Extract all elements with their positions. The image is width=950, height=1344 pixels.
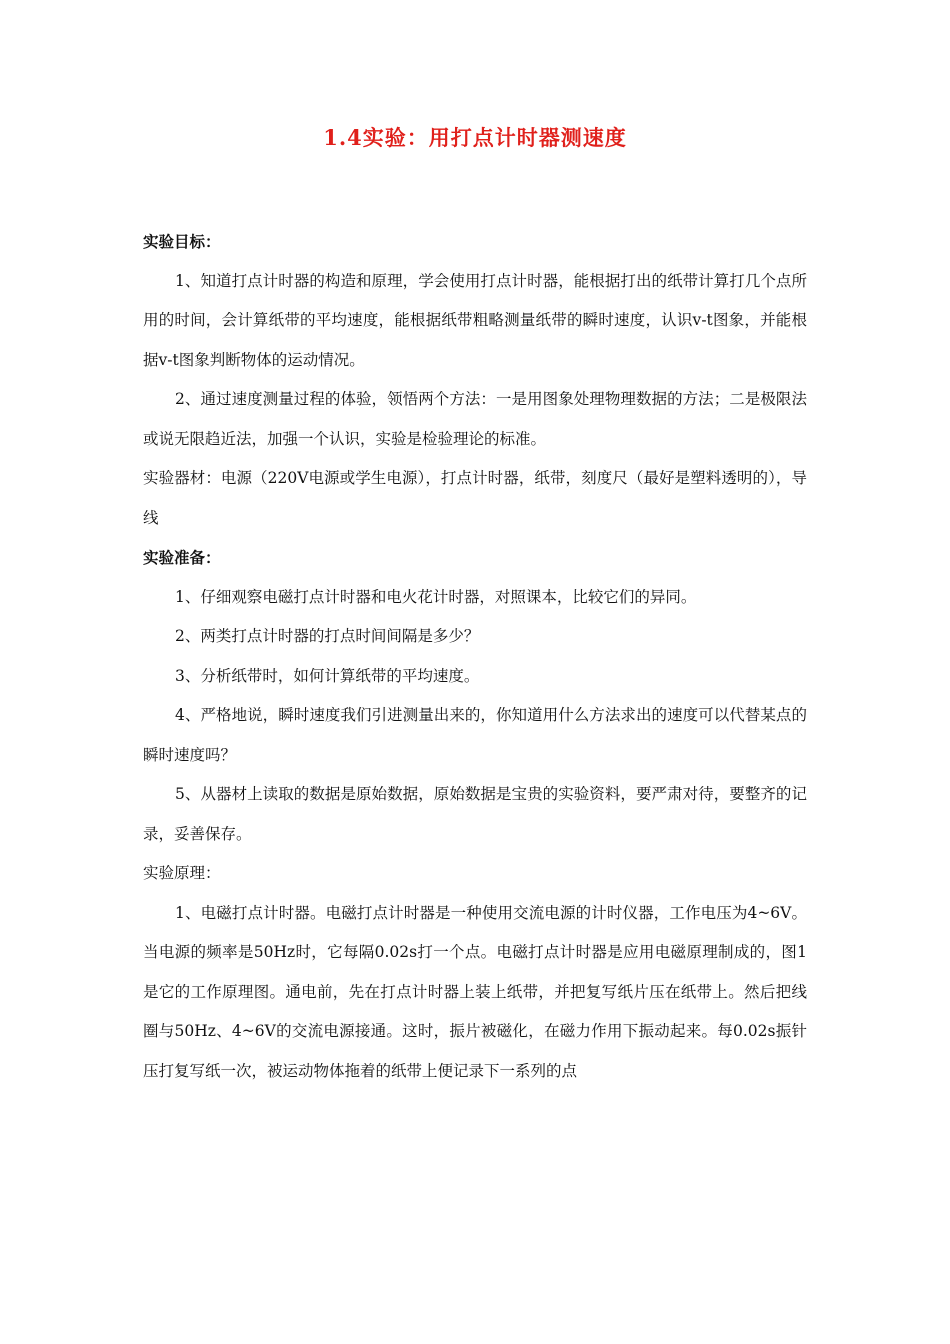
document-body	[143, 222, 807, 1091]
principle-paragraph-1: 1、电磁打点计时器。电磁打点计时器是一种使用交流电源的计时仪器，工作电压为4~6V。当电源的频率是50Hz时，它每隔0.02s打一个点。电磁打点计时器是应用电磁原理制成的，图1是它的工作原理图。通电前，先在打点计时器上装上纸带，并把复写纸片压在纸带上。然后把线圈与50Hz、4~6V的交流电源接通。这时，振片被磁化，在磁力作用下振动起来。每0.02s振针压打复写纸一次，被运动物体拖着的纸带上便记录下一系列的点	[143, 903, 807, 1080]
goal-paragraph-1: 1、知道打点计时器的构造和原理，学会使用打点计时器，能根据打出的纸带计算打几个点所用的时间，会计算纸带的平均速度，能根据纸带粗略测量纸带的瞬时速度，认识v-t图象，并能根据v-t图象判断物体的运动情况。	[143, 271, 807, 369]
page-title: 1.4实验：用打点计时器测速度	[323, 125, 627, 150]
goal-paragraph-2: 2、通过速度测量过程的体验，领悟两个方法：一是用图象处理物理数据的方法；二是极限法或说无限趋近法，加强一个认识，实验是检验理论的标准。	[143, 390, 807, 448]
prep-item-3: 3、分析纸带时，如何计算纸带的平均速度。	[175, 666, 480, 685]
prep-item-2: 2、两类打点计时器的打点时间间隔是多少？	[175, 627, 480, 645]
prep-item-5: 5、从器材上读取的数据是原始数据，原始数据是宝贵的实验资料，要严肃对待，要整齐的记录，妥善保存。	[143, 785, 807, 843]
equipment-paragraph: 实验器材：电源（220V电源或学生电源），打点计时器，纸带，刻度尺（最好是塑料透明的），导线	[143, 469, 807, 527]
prep-heading: 实验准备：	[143, 548, 221, 567]
goal-heading: 实验目标：	[143, 232, 221, 251]
principle-heading: 实验原理：	[143, 864, 221, 882]
prep-item-4: 4、严格地说，瞬时速度我们引进测量出来的，你知道用什么方法求出的速度可以代替某点的瞬时速度吗？	[143, 706, 807, 764]
prep-item-1: 1、仔细观察电磁打点计时器和电火花计时器，对照课本，比较它们的异同。	[175, 587, 697, 606]
